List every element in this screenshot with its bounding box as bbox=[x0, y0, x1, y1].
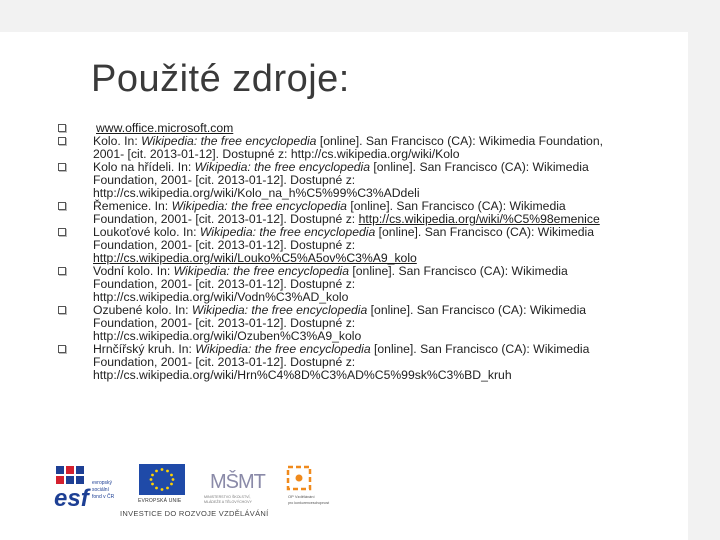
source-text bbox=[93, 304, 613, 342]
slide-title: Použité zdroje: bbox=[91, 58, 350, 100]
bullet-icon bbox=[58, 202, 66, 210]
eu-label: EVROPSKÁ UNIE bbox=[138, 498, 182, 504]
source-details: [online]. San Francisco (CA): Wikimedia Foundation, 2001- [cit. 2013-01-12]. Dostupné z: http://cs.wikipedia.org/wiki/Kolo bbox=[93, 134, 603, 162]
source-prefix: Hrnčířský kruh. In: bbox=[93, 342, 196, 357]
source-title: Wikipedia: the free encyclopedia bbox=[199, 225, 376, 240]
msmt-logo bbox=[202, 462, 268, 506]
eu-flag-icon bbox=[139, 464, 185, 495]
source-title: Wikipedia: the free encyclopedia bbox=[195, 342, 371, 357]
source-title: Wikipedia: the free encyclopedia bbox=[194, 160, 370, 175]
source-item bbox=[0, 265, 688, 303]
svg-text:fond v ČR: fond v ČR bbox=[92, 494, 115, 500]
source-link[interactable]: http://cs.wikipedia.org/wiki/Louko%C5%A5ov%C3%A9_kolo bbox=[93, 250, 417, 265]
bullet-icon bbox=[58, 163, 66, 171]
source-item bbox=[0, 200, 688, 226]
source-title: Wikipedia: the free encyclopedia bbox=[191, 303, 368, 318]
bullet-icon bbox=[58, 137, 66, 145]
source-link[interactable]: http://cs.wikipedia.org/wiki/%C5%98emenice bbox=[358, 212, 600, 227]
bullet-icon bbox=[58, 267, 66, 275]
source-prefix: Kolo na hřídeli. In: bbox=[93, 160, 195, 175]
bullet-icon bbox=[58, 306, 66, 314]
source-text bbox=[93, 122, 616, 135]
source-link[interactable]: www.office.microsoft.com bbox=[96, 121, 234, 135]
source-prefix: Ozubené kolo. In: bbox=[93, 303, 192, 318]
source-details: [online]. San Francisco (CA): Wikimedia Foundation, 2001- [cit. 2013-01-12]. Dostupné z: http://cs.wikipedia.org/wiki/Ozuben%C3%A9_kolo bbox=[93, 303, 587, 343]
source-prefix: Řemenice. In: bbox=[93, 199, 172, 214]
bullet-icon bbox=[58, 345, 66, 353]
svg-text:MLÁDEŽE A TĚLOVÝCHOVY: MLÁDEŽE A TĚLOVÝCHOVY bbox=[204, 500, 252, 504]
svg-text:pro konkurenceschopnost: pro konkurenceschopnost bbox=[288, 501, 330, 505]
source-text bbox=[93, 200, 613, 226]
source-prefix: Vodní kolo. In: bbox=[93, 264, 174, 279]
source-title: Wikipedia: the free encyclopedia bbox=[141, 134, 317, 149]
esf-logo bbox=[54, 464, 134, 509]
source-item bbox=[0, 226, 688, 264]
svg-text:MINISTERSTVO ŠKOLSTVÍ,: MINISTERSTVO ŠKOLSTVÍ, bbox=[204, 495, 251, 499]
esf-wordmark: esf bbox=[54, 485, 89, 509]
source-details: [online]. San Francisco (CA): Wikimedia Foundation, 2001- [cit. 2013-01-12]. Dostupné z: http://cs.wikipedia.org/wiki/Vodn%C3%AD_kolo bbox=[93, 264, 568, 304]
source-text bbox=[93, 135, 613, 161]
source-title: Wikipedia: the free encyclopedia bbox=[173, 264, 349, 279]
source-details: [online]. San Francisco (CA): Wikimedia Foundation, 2001- [cit. 2013-01-12]. Dostupné z: bbox=[93, 199, 566, 227]
source-prefix: Kolo. In: bbox=[93, 134, 142, 149]
source-details: [online]. San Francisco (CA): Wikimedia Foundation, 2001- [cit. 2013-01-12]. Dostupné z: bbox=[93, 225, 595, 253]
source-details: [online]. San Francisco (CA): Wikimedia Foundation, 2001- [cit. 2013-01-12]. Dostupné z: http://cs.wikipedia.org/wiki/Kolo_na_h%C5%99%C3%ADdeli bbox=[93, 160, 589, 200]
investment-tagline: INVESTICE DO ROZVOJE VZDĚLÁVÁNÍ bbox=[120, 509, 269, 518]
source-item bbox=[0, 161, 688, 199]
sources-list bbox=[0, 122, 688, 382]
bullet-icon bbox=[58, 228, 66, 236]
funding-logos bbox=[54, 462, 344, 524]
svg-text:evropský: evropský bbox=[92, 480, 113, 486]
slide-top-band bbox=[0, 0, 720, 32]
bullet-icon bbox=[58, 124, 66, 132]
source-prefix: Loukoťové kolo. In: bbox=[93, 225, 200, 240]
source-text bbox=[93, 343, 613, 381]
source-item bbox=[0, 122, 688, 135]
slide-right-band bbox=[688, 0, 720, 540]
source-item bbox=[0, 304, 688, 342]
source-text bbox=[93, 265, 613, 303]
source-item bbox=[0, 343, 688, 381]
svg-text:OP Vzdělávání: OP Vzdělávání bbox=[288, 494, 315, 499]
source-item bbox=[0, 135, 688, 161]
op-logo bbox=[282, 464, 340, 508]
svg-text:sociální: sociální bbox=[92, 487, 109, 493]
source-text bbox=[93, 226, 613, 264]
source-details: [online]. San Francisco (CA): Wikimedia Foundation, 2001- [cit. 2013-01-12]. Dostupné z: http://cs.wikipedia.org/wiki/Hrn%C4%8D%C3%AD%C5%99sk%C3%BD_kruh bbox=[93, 342, 590, 382]
source-text bbox=[93, 161, 613, 199]
msmt-wordmark: MŠMT bbox=[210, 471, 265, 493]
source-title: Wikipedia: the free encyclopedia bbox=[171, 199, 347, 214]
